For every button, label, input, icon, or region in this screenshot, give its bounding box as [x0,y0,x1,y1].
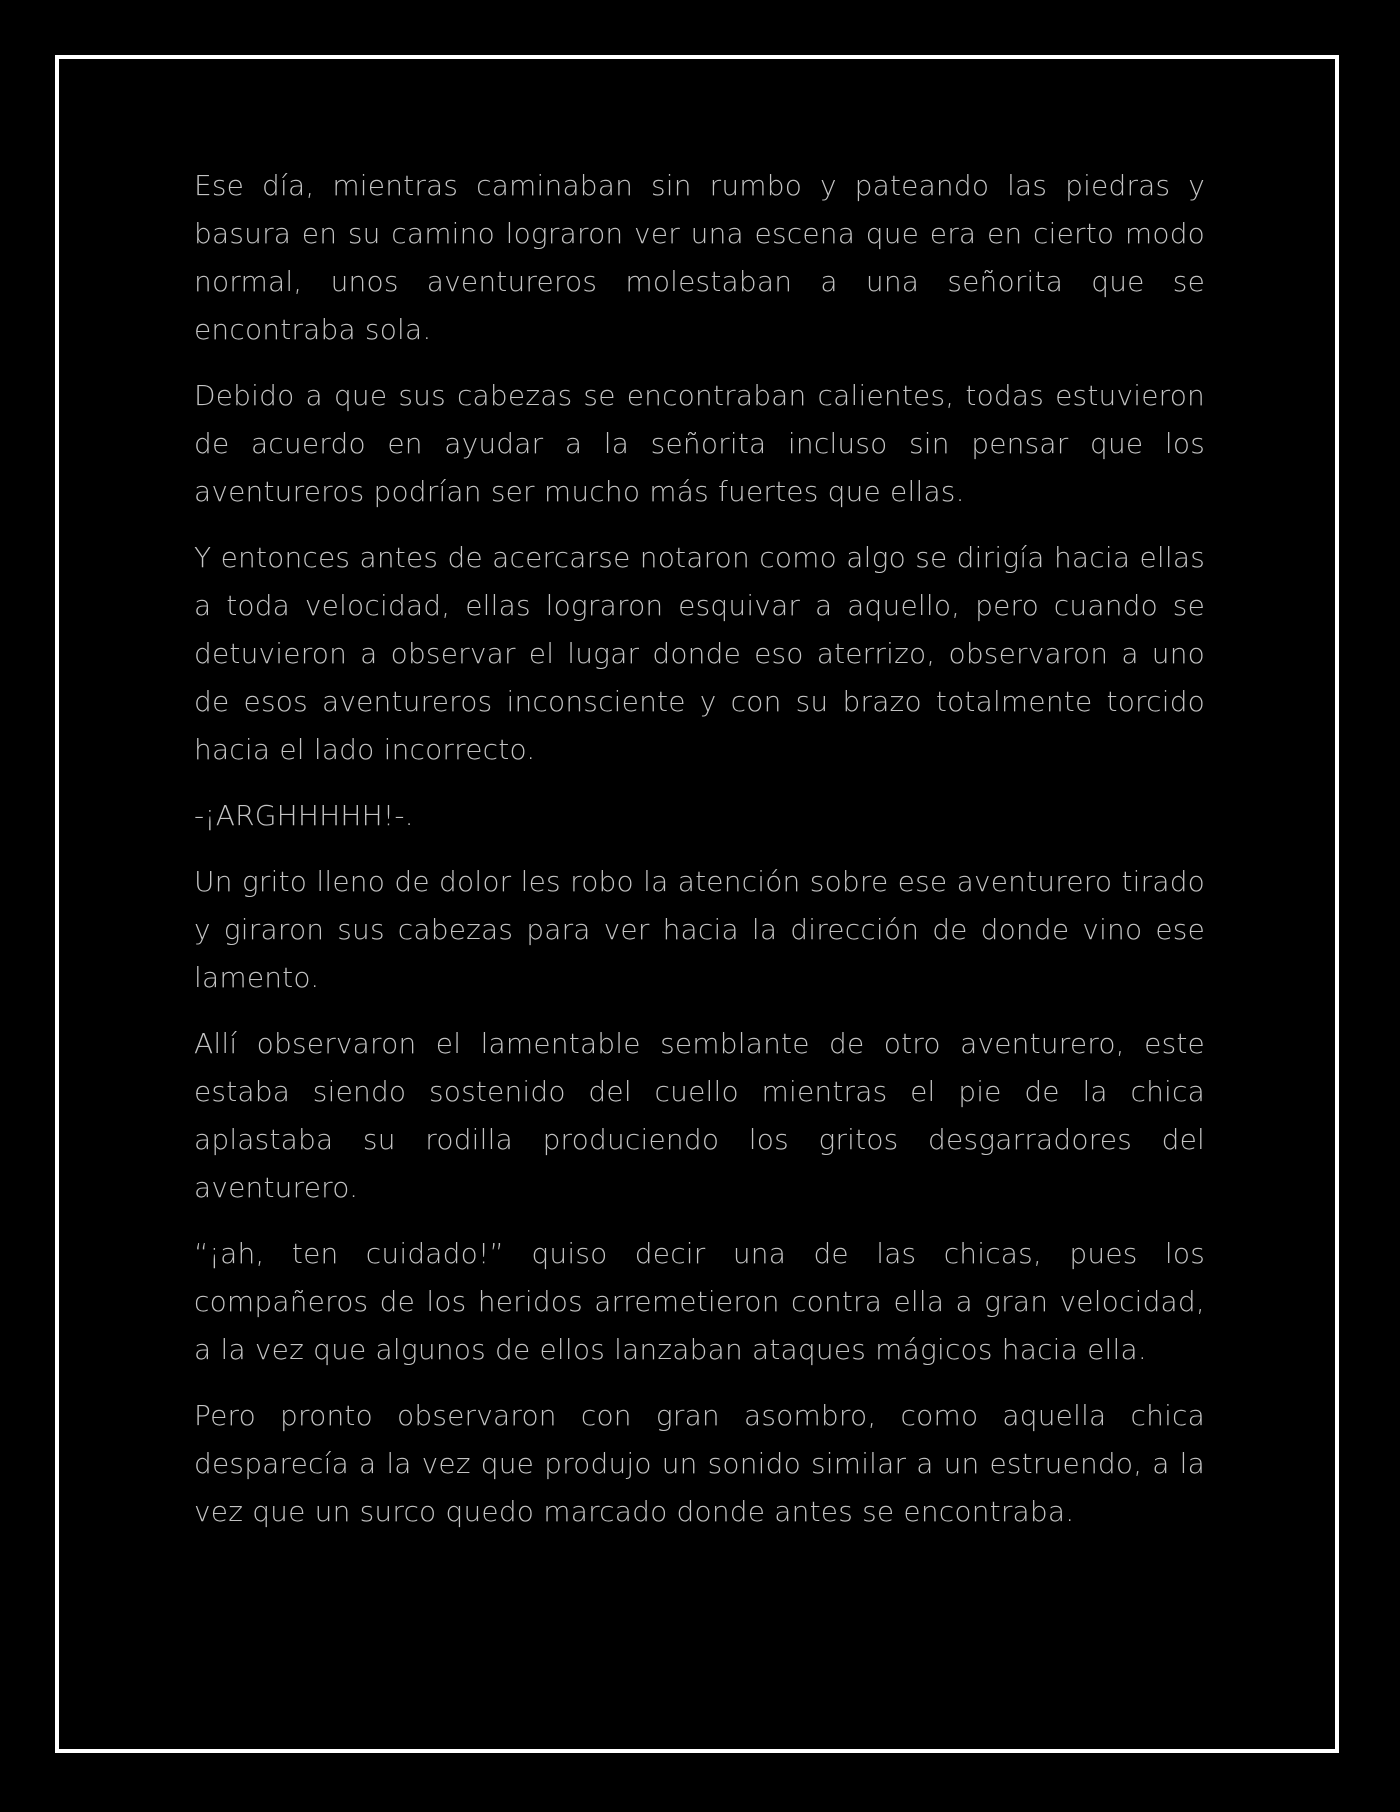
story-text [194,162,1205,1554]
paragraph-3: Y entonces antes de acercarse notaron como algo se dirigía hacia ellas a toda velocidad, ellas lograron esquivar a aquello, pero cuando se detuvieron a observar el lugar donde eso aterrizo, observaron a uno de esos aventureros inconsciente y con su brazo totalmente torcido hacia el lado incorrecto. [194,541,1205,766]
paragraph-5: Un grito lleno de dolor les robo la atención sobre ese aventurero tirado y giraron sus cabezas para ver hacia la dirección de donde vino ese lamento. [194,865,1205,994]
paragraph-2: Debido a que sus cabezas se encontraban calientes, todas estuvieron de acuerdo en ayudar a la señorita incluso sin pensar que los aventureros podrían ser mucho más fuertes que ellas. [194,379,1205,508]
paragraph-7: “¡ah, ten cuidado!” quiso decir una de las chicas, pues los compañeros de los heridos arremetieron contra ella a gran velocidad, a la vez que algunos de ellos lanzaban ataques mágicos hacia ella. [194,1237,1205,1366]
paragraph-8: Pero pronto observaron con gran asombro, como aquella chica desparecía a la vez que produjo un sonido similar a un estruendo, a la vez que un surco quedo marcado donde antes se encontraba. [194,1399,1205,1528]
paragraph-4: -¡ARGHHHHH!-. [194,799,414,832]
paragraph-6: Allí observaron el lamentable semblante de otro aventurero, este estaba siendo sostenido del cuello mientras el pie de la chica aplastaba su rodilla produciendo los gritos desgarradores del aventurero. [194,1027,1205,1204]
paragraph-1: Ese día, mientras caminaban sin rumbo y pateando las piedras y basura en su camino lograron ver una escena que era en cierto modo normal, unos aventureros molestaban a una señorita que se encontraba sola. [194,169,1205,346]
